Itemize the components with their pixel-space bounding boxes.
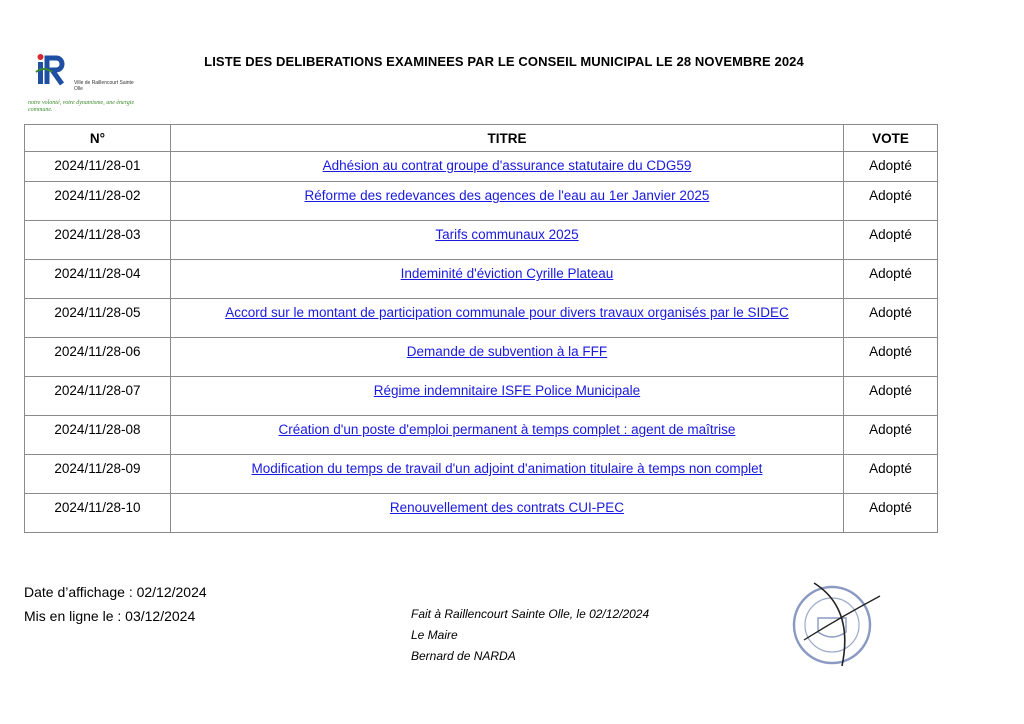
deliberation-title-cell — [170, 221, 843, 260]
deliberation-title-link[interactable]: Modification du temps de travail d'un adjoint d'animation titulaire à temps non complet — [251, 461, 763, 476]
deliberation-title-cell — [170, 152, 843, 182]
deliberation-title-link[interactable]: Accord sur le montant de participation communale pour divers travaux organisés par le SIDEC — [225, 305, 789, 320]
deliberation-title-link[interactable]: Demande de subvention à la FFF — [406, 344, 608, 359]
table-row — [25, 494, 938, 533]
table-row — [25, 152, 938, 182]
page-title: LISTE DES DELIBERATIONS EXAMINEES PAR LE CONSEIL MUNICIPAL LE 28 NOVEMBRE 2024 — [204, 54, 804, 69]
column-header-num: N° — [25, 125, 171, 152]
deliberation-vote: Adopté — [844, 338, 938, 377]
logo-town-name: Ville de Raillencourt Sainte Olle — [74, 80, 134, 92]
deliberation-vote: Adopté — [844, 221, 938, 260]
deliberation-title-cell — [170, 455, 843, 494]
deliberation-title-cell — [170, 260, 843, 299]
deliberation-number: 2024/11/28-05 — [25, 299, 171, 338]
deliberation-title-link[interactable]: Création d'un poste d'emploi permanent à temps complet : agent de maîtrise — [278, 422, 736, 437]
deliberation-vote: Adopté — [844, 494, 938, 533]
deliberation-title-link[interactable]: Tarifs communaux 2025 — [435, 227, 579, 242]
table-row — [25, 182, 938, 221]
table-row — [25, 377, 938, 416]
deliberation-number: 2024/11/28-10 — [25, 494, 171, 533]
official-stamp-icon — [784, 578, 884, 670]
deliberation-title-link[interactable]: Indeminité d'éviction Cyrille Plateau — [400, 266, 614, 281]
date-affichage: Date d’affichage : 02/12/2024 — [24, 584, 207, 600]
deliberation-number: 2024/11/28-07 — [25, 377, 171, 416]
deliberation-vote: Adopté — [844, 260, 938, 299]
table-row — [25, 260, 938, 299]
deliberation-number: 2024/11/28-02 — [25, 182, 171, 221]
fait-a-line: Fait à Raillencourt Sainte Olle, le 02/12/2024 — [411, 607, 650, 621]
deliberation-vote: Adopté — [844, 416, 938, 455]
maire-role: Le Maire — [411, 628, 458, 642]
table-row — [25, 455, 938, 494]
signature-block — [411, 604, 649, 667]
deliberation-number: 2024/11/28-01 — [25, 152, 171, 182]
deliberation-title-cell — [170, 494, 843, 533]
deliberation-title-cell — [170, 416, 843, 455]
deliberation-number: 2024/11/28-04 — [25, 260, 171, 299]
deliberation-title-cell — [170, 377, 843, 416]
deliberation-title-cell — [170, 299, 843, 338]
deliberation-vote: Adopté — [844, 182, 938, 221]
column-header-vote: VOTE — [844, 125, 938, 152]
table-row — [25, 221, 938, 260]
table-row — [25, 338, 938, 377]
deliberation-title-cell — [170, 338, 843, 377]
deliberation-number: 2024/11/28-09 — [25, 455, 171, 494]
maire-name: Bernard de NARDA — [411, 649, 516, 663]
deliberation-number: 2024/11/28-06 — [25, 338, 171, 377]
deliberation-number: 2024/11/28-08 — [25, 416, 171, 455]
deliberation-title-link[interactable]: Régime indemnitaire ISFE Police Municipale — [373, 383, 641, 398]
deliberation-vote: Adopté — [844, 377, 938, 416]
deliberation-vote: Adopté — [844, 152, 938, 182]
column-header-title: TITRE — [170, 125, 843, 152]
deliberations-table — [24, 124, 938, 533]
deliberation-vote: Adopté — [844, 299, 938, 338]
footer-dates — [24, 580, 207, 628]
table-row — [25, 299, 938, 338]
deliberation-title-link[interactable]: Réforme des redevances des agences de l'eau au 1er Janvier 2025 — [304, 188, 710, 203]
deliberation-title-link[interactable]: Adhésion au contrat groupe d'assurance statutaire du CDG59 — [322, 158, 692, 173]
table-header-row — [25, 125, 938, 152]
date-mise-en-ligne: Mis en ligne le : 03/12/2024 — [24, 608, 196, 624]
deliberation-number: 2024/11/28-03 — [25, 221, 171, 260]
deliberation-vote: Adopté — [844, 455, 938, 494]
deliberation-title-link[interactable]: Renouvellement des contrats CUI-PEC — [389, 500, 625, 515]
deliberation-title-cell — [170, 182, 843, 221]
logo-motto: notre volonté, votre dynamisme, une énergie commune. — [28, 100, 135, 113]
table-row — [25, 416, 938, 455]
